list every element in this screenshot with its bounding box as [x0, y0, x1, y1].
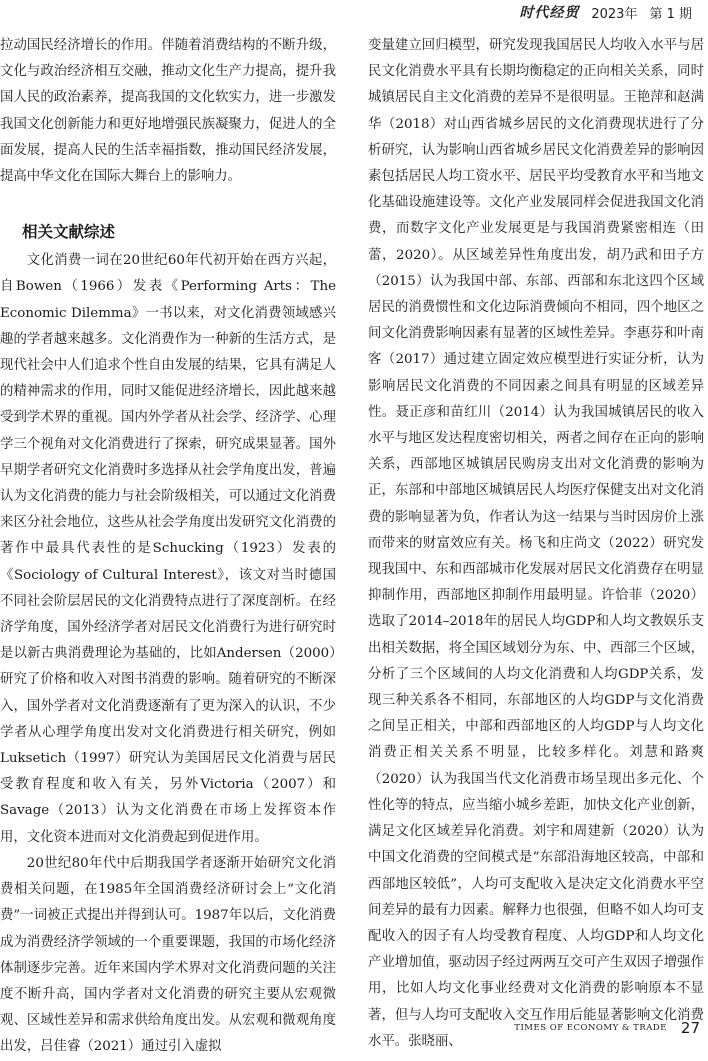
page-footer	[514, 1019, 700, 1037]
paragraph: 拉动国民经济增长的作用。伴随着消费结构的不断升级，文化与政治经济相互交融，推动文化生产力提高，提升我国人民的政治素养，提高我国的文化软实力，进一步激发我国文化创新能力和更好地增强民族凝聚力，促进人的全面发展，提高人民的生活幸福指数，推动国民经济发展，提高中华文化在国际大舞台上的影响力。	[0, 38, 336, 185]
paragraph: 20世纪80年代中后期我国学者逐渐开始研究文化消费相关问题，在1985年全国消费经济研讨会上“文化消费”一词被正式提出并得到认可。1987年以后，文化消费成为消费经济学领域的一个重要课题，我国的市场化经济体制逐步完善。近年来国内学术界对文化消费问题的关注度不断升高，国内学者对文化消费的研究主要从宏观微观、区域性差异和需求供给角度出发。从宏观和微观角度出发，吕佳睿（2021）通过引入虚拟	[0, 855, 336, 1055]
right-column	[368, 33, 704, 1055]
section-heading: 相关文献综述	[22, 223, 116, 242]
issue-year: 2023年	[591, 6, 638, 22]
left-column	[0, 33, 336, 1061]
page-header	[519, 0, 692, 24]
issue-number: 第 1 期	[649, 6, 692, 22]
page-number: 27	[680, 1019, 700, 1037]
paragraph: 文化消费一词在20世纪60年代初开始在西方兴起，自Bowen（1966）发表《Performing Arts：The Economic Dilemma》一书以来，对文化消费领域感兴趣的学者越来越多。文化消费作为一种新的生活方式，是现代社会中人们追求个性自由发展的结果，它具有满足人的精神需求的作用，同时又能促进经济增长，因此越来越受到学术界的重视。国内外学者从社会学、经济学、心理学三个视角对文化消费进行了探索，研究成果显著。国外早期学者研究文化消费时多选择从社会学角度出发，普遍认为文化消费的能力与社会阶级相关，可以通过文化消费来区分社会地位，这些从社会学角度出发研究文化消费的著作中最具代表性的是Schucking（1923）发表的《Sociology of Cultural Interest》，该文对当时德国不同社会阶层居民的文化消费特点进行了深度剖析。在经济学角度，国外经济学者对居民文化消费行为进行研究时是以新古典消费理论为基础的，比如Andersen（2000）研究了价格和收入对图书消费的影响。随着研究的不断深入，国外学者对文化消费逐渐有了更为深入的认识，不少学者从心理学角度出发对文化消费进行相关研究，例如Luksetich（1997）研究认为美国居民文化消费与居民受教育程度和收入有关，另外Victoria（2007）和Savage（2013）认为文化消费在市场上发挥资本作用，文化资本进而对文化消费起到促进作用。	[0, 253, 336, 845]
journal-name: TIMES OF ECONOMY & TRADE	[514, 1023, 667, 1033]
paragraph: 变量建立回归模型，研究发现我国居民人均收入水平与居民文化消费水平具有长期均衡稳定的正向相关关系，同时城镇居民自主文化消费的差异不是很明显。王艳萍和赵满华（2018）对山西省城乡居民的文化消费现状进行了分析研究，认为影响山西省城乡居民文化消费差异的影响因素包括居民人均工资水平、居民平均受教育水平和当地文化基础设施建设等。文化产业发展同样会促进我国文化消费，而数字文化产业发展更是与我国消费紧密相连（田蕾，2020）。从区域差异性角度出发，胡乃武和田子方（2015）认为我国中部、东部、西部和东北这四个区域居民的消费惯性和文化边际消费倾向不相同，四个地区之间文化消费影响因素有显著的区域性差异。李惠芬和叶南客（2017）通过建立固定效应模型进行实证分析，认为影响居民文化消费的不同因素之间具有明显的区域差异性。聂正彦和苗红川（2014）认为我国城镇居民的收入水平与地区发达程度密切相关，两者之间存在正向的影响关系，西部地区城镇居民购房支出对文化消费的影响为正，东部和中部地区城镇居民人均医疗保健支出对文化消费的影响显著为负，作者认为这一结果与当时因房价上涨而带来的财富效应有关。杨飞和庄尚文（2022）研究发现我国中、东和西部城市化发展对居民文化消费存在明显抑制作用，西部地区抑制作用最明显。许恰菲（2020）选取了2014–2018年的居民人均GDP和人均文教娱乐支出相关数据，将全国区域划分为东、中、西部三个区域，分析了三个区域间的人均文化消费和人均GDP关系，发现三种关系各不相同，东部地区的人均GDP与文化消费之间呈正相关，中部和西部地区的人均GDP与人均文化消费正相关关系不明显，比较多样化。刘慧和路爽（2020）认为我国当代文化消费市场呈现出多元化、个性化等的特点，应当缩小城乡差距，加快文化产业创新，满足文化区域差异化消费。刘宇和周建新（2020）认为中国文化消费的空间模式是“东部沿海地区较高，中部和西部地区较低”，人均可支配收入是决定文化消费水平空间差异的最有力因素。解释力也很强，但略不如人均可支配收入的因子有人均受教育程度、人均GDP和人均文化产业增加值，驱动因子经过两两互交可产生双因子增强作用，比如人均文化事业经费对文化消费的影响原本不显著，但与人均可支配收入交互作用后能显著影响文化消费水平。张晓丽、	[368, 38, 704, 1049]
journal-logo: 时代经贸	[519, 5, 580, 21]
